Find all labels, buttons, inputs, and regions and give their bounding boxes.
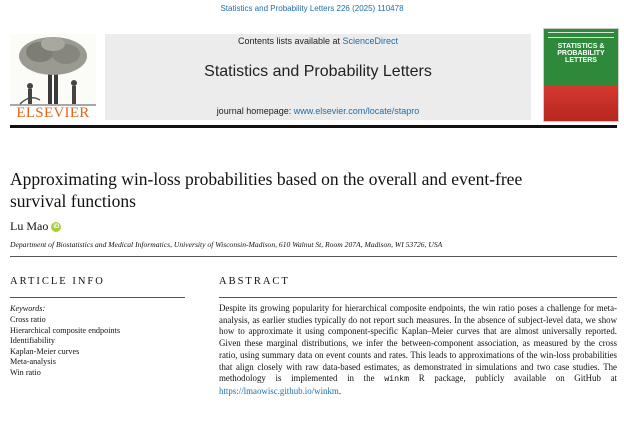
homepage-link[interactable]: www.elsevier.com/locate/stapro [293,106,420,116]
publisher-name: ELSEVIER [16,105,90,121]
contents-prefix: Contents lists available at [237,36,343,46]
cover-title-line: STATISTICS & [557,43,605,50]
keyword-item: Hierarchical composite endpoints [10,325,121,335]
author-name[interactable]: Lu Mao [10,219,49,233]
keyword-item: Win ratio [10,367,41,377]
keyword-item: Kaplan-Meier curves [10,346,80,356]
article-info-divider [10,297,185,298]
abstract-text [219,303,617,398]
keywords-list [10,315,120,379]
journal-cover-image[interactable] [543,28,619,122]
article-title: Approximating win-loss probabilities based on the overall and event-free survival functions [10,169,523,211]
cover-title-line: LETTERS [565,57,597,64]
affiliation-divider [10,256,617,257]
journal-citation[interactable]: Statistics and Probability Letters 226 (2025) 110478 [220,4,404,13]
contents-line [105,36,531,46]
orcid-icon[interactable]: iD [53,224,60,230]
abstract-end: . [338,385,342,396]
abstract-body: Despite its growing popularity for hierarchical composite endpoints, the win ratio poses a challenge for meta-analysis, as earlier studies typically do not report such measures. In the absence of subject-level data, we show how to approximate it using component-specific Kaplan–Meier curves that are almost universally reported. Given these marginal distributions, we infer the between-component association, as measured by the cross ratio, using summary data on event counts and rates. This leads to approximations of the win-loss probabilities that align closely with raw data-based estimates, as demonstrated in simulations and two case studies. The methodology is implemented in the [219,303,617,384]
abstract-body-cont: R package, publicly available on GitHub at [409,373,617,384]
cover-title [544,43,618,64]
journal-title[interactable]: Statistics and Probability Letters [204,63,432,80]
sciencedirect-link[interactable]: ScienceDirect [342,36,399,46]
journal-homepage-line [105,106,531,116]
cover-title-line: PROBABILITY [557,50,605,57]
abstract-divider [219,297,617,298]
header-divider [10,125,617,128]
package-name: winkm [384,375,410,385]
homepage-prefix: journal homepage: [216,106,294,116]
github-link[interactable]: https://lmaowisc.github.io/winkm [219,385,339,396]
keyword-item: Identifiability [10,336,56,346]
article-info-heading: ARTICLE INFO [10,276,105,287]
cover-header-lines [548,32,614,38]
author-affiliation: Department of Biostatistics and Medical Informatics, University of Wisconsin-Madison, 610 Walnut St, Room 207A, Madison, WI 53726, USA [10,240,443,249]
cover-bottom-panel [544,85,618,121]
author-line [10,219,61,234]
keyword-item: Cross ratio [10,315,46,324]
keywords-label: Keywords: [10,304,46,313]
keyword-item: Meta-analysis [10,357,56,367]
abstract-heading: ABSTRACT [219,276,290,287]
